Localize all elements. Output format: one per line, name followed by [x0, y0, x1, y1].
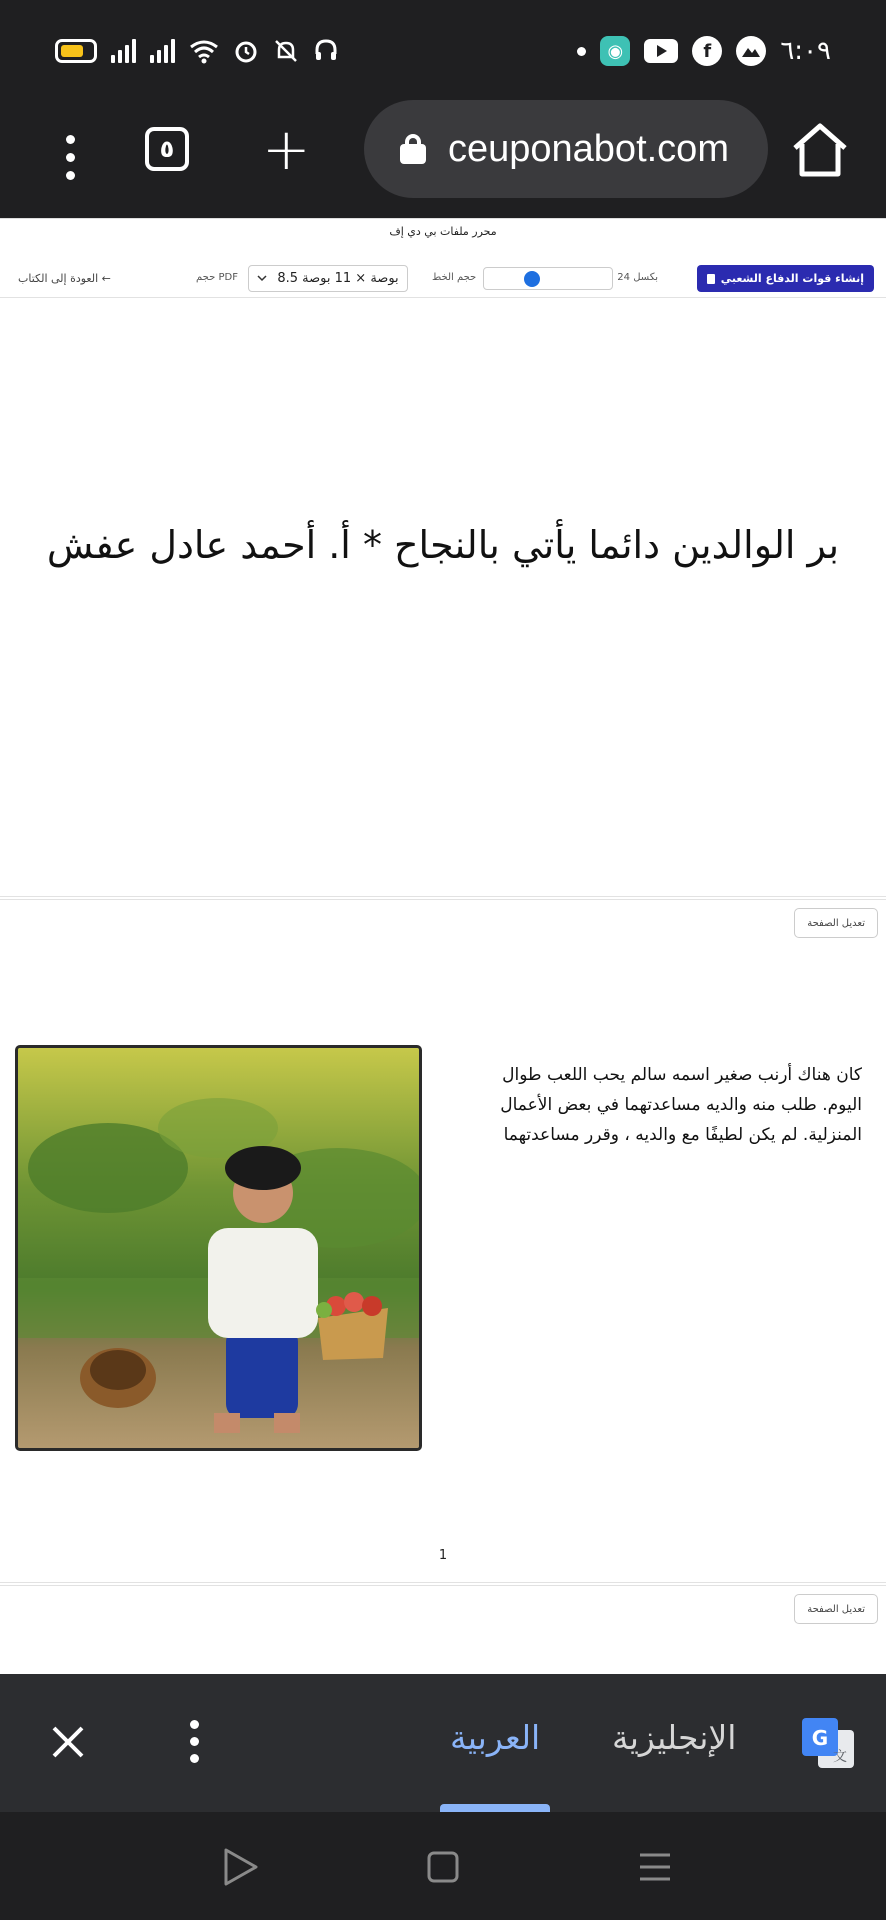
- home-square-icon[interactable]: [418, 1842, 468, 1892]
- next-page: [0, 1585, 886, 1674]
- google-translate-icon: [800, 1716, 856, 1772]
- story-text: كان هناك أرنب صغير اسمه سالم يحب اللعب طوال اليوم. طلب منه والديه مساعدتهما في بعض الأعمال المنزلية. لم يكن لطيفًا مع والديه ، وقرر مساعدتهما: [500, 1065, 862, 1145]
- lock-icon: [400, 134, 426, 164]
- pixel-size-label: بكسل 24: [617, 272, 658, 283]
- create-pdf-button[interactable]: [697, 265, 874, 292]
- headset-icon: [313, 38, 339, 64]
- edit-page-button[interactable]: تعديل الصفحة: [794, 908, 878, 938]
- status-icons-right: [577, 36, 831, 66]
- pdf-size-label: حجم PDF: [196, 272, 238, 283]
- story-page: [0, 899, 886, 1583]
- home-icon[interactable]: [789, 120, 851, 180]
- page-size-value: 8.5 بوصة × 11 بوصة: [277, 271, 399, 286]
- signal-2-icon: [150, 39, 175, 63]
- status-icons-left: [55, 38, 339, 64]
- translate-menu-icon[interactable]: [190, 1720, 199, 1763]
- active-tab-indicator: [440, 1804, 550, 1812]
- wifi-icon: [189, 38, 219, 64]
- chevron-down-icon: [257, 275, 267, 282]
- mountain-app-icon: [736, 36, 766, 66]
- battery-icon: [55, 39, 97, 63]
- web-content: [0, 218, 886, 1674]
- notification-dot-icon: [577, 47, 586, 56]
- recents-icon[interactable]: [630, 1842, 680, 1892]
- alarm-icon: [233, 38, 259, 64]
- browser-toolbar: [0, 100, 886, 218]
- editor-title: محرر ملفات بي دي إف: [389, 225, 497, 238]
- create-pdf-label: إنشاء قوات الدفاع الشعبي: [720, 272, 864, 285]
- slider-knob[interactable]: [524, 271, 540, 287]
- page-number: 1: [438, 1548, 448, 1563]
- status-bar: [0, 0, 886, 100]
- font-size-slider[interactable]: [483, 267, 613, 290]
- clock: ٦:٠٩: [780, 36, 831, 66]
- story-illustration: [15, 1045, 422, 1451]
- cover-title: بر الوالدين دائما يأتي بالنجاح * أ. أحمد عادل عفش: [46, 523, 840, 567]
- new-tab-icon[interactable]: +: [262, 115, 311, 183]
- signal-icon: [111, 39, 136, 63]
- system-nav-bar: [0, 1812, 886, 1920]
- editor-controls: [0, 265, 886, 299]
- url-text: ceuponabot.com: [448, 127, 729, 170]
- back-triangle-icon[interactable]: [214, 1842, 264, 1892]
- cover-page: [0, 297, 886, 897]
- svg-text:G: G: [811, 1726, 829, 1750]
- translate-bar: [0, 1674, 886, 1812]
- page-size-select[interactable]: [248, 265, 408, 292]
- tab-english[interactable]: الإنجليزية: [612, 1718, 737, 1757]
- chat-app-icon: ◉: [600, 36, 630, 66]
- youtube-icon: [644, 39, 678, 63]
- close-icon[interactable]: [48, 1722, 88, 1762]
- tab-switcher-button[interactable]: ٥: [145, 127, 189, 171]
- facebook-icon: f: [692, 36, 722, 66]
- tab-arabic[interactable]: العربية: [450, 1718, 541, 1757]
- address-bar[interactable]: [364, 100, 768, 198]
- mute-bell-icon: [273, 38, 299, 64]
- browser-menu-icon[interactable]: [55, 127, 85, 187]
- font-size-label: حجم الخط: [432, 272, 477, 283]
- back-to-book-link[interactable]: العودة إلى الكتاب ←: [18, 272, 111, 285]
- document-icon: [707, 274, 715, 284]
- edit-page-button-2[interactable]: تعديل الصفحة: [794, 1594, 878, 1624]
- svg-text:文: 文: [833, 1749, 847, 1765]
